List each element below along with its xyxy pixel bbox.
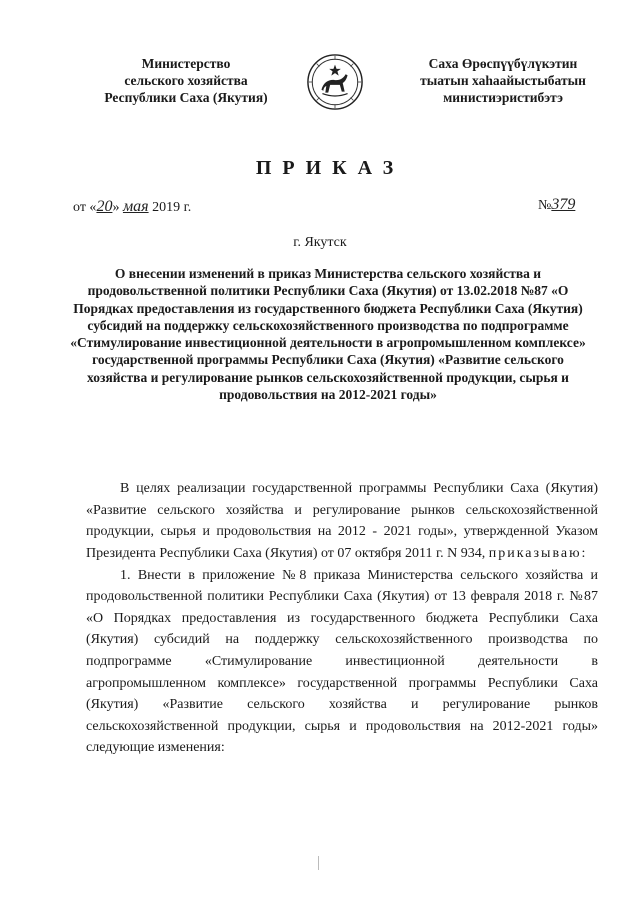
margin-mark: [318, 856, 319, 870]
preamble-paragraph: [86, 478, 598, 564]
header-right-line: тыатын хаһаайыстыбатын: [420, 73, 586, 88]
date-month-handwritten: мая: [122, 198, 149, 215]
sakha-republic-emblem-icon: [306, 53, 364, 111]
city-line: г. Якутск: [293, 235, 347, 250]
date-prefix: от «: [73, 200, 97, 215]
date-middle: »: [112, 200, 123, 215]
preamble-text: В целях реализации государственной программы Республики Саха (Якутия) «Развитие сельского хозяйства и регулирование рынков сельскохозяйственной продукции, сырья и продовольствия на 2012 - 2021 годы», утвержденной Указом Президента Республики Саха (Якутия) от 07 октября 2011 г. N 934,: [86, 481, 598, 561]
number-value-handwritten: 379: [551, 196, 576, 213]
document-date: [73, 198, 191, 216]
header-right-line: министиэристибэтэ: [443, 90, 563, 105]
header-left-line: Республики Саха (Якутия): [104, 90, 268, 105]
date-day-handwritten: 20: [96, 198, 113, 215]
ministry-name-yakut: [403, 55, 603, 106]
document-number: [538, 196, 575, 214]
clause-1-paragraph: 1. Внести в приложение №8 приказа Министерства сельского хозяйства и продовольственной политики Республики Саха (Якутия) от 13 февраля 2018 г. №87 «О Порядках предоставления из государственного бюджета Республики Саха (Якутия) субсидий на поддержку сельскохозяйственного производства по подпрограмме «Стимулирование инвестиционной деятельности в агропромышленном комплексе» государственной программы Республики Саха (Якутия) «Развитие сельского хозяйства и регулирование рынков сельскохозяйственной продукции, сырья и продовольствия на 2012-2021 годы» следующие изменения:: [86, 567, 598, 756]
ministry-name-russian: [86, 55, 286, 106]
order-title: О внесении изменений в приказ Министерства сельского хозяйства и продовольственной политики Республики Саха (Якутия) от 13.02.2018 №87 «О Порядках предоставления из государственного бюджета Республики Саха (Якутия) субсидий на поддержку сельскохозяйственного производства по подпрограмме «Стимулирование инвестиционной деятельности в агропромышленном комплексе» государственной программы Республики Саха (Якутия) «Развитие сельского хозяйства и регулирование рынков сельскохозяйственной продукции, сырья и продовольствия на 2012-2021 годы»: [70, 266, 586, 403]
header-left-line: Министерство: [141, 56, 231, 71]
header-left-line: сельского хозяйства: [124, 73, 248, 88]
header-right-line: Саха Өрөспүүбүлүкэтин: [428, 56, 578, 71]
document-type-heading: ПРИКАЗ: [255, 157, 405, 179]
order-keyword: приказываю:: [488, 545, 588, 561]
number-prefix: №: [538, 198, 552, 213]
order-body: [86, 478, 598, 759]
date-year: 2019 г.: [148, 200, 192, 215]
